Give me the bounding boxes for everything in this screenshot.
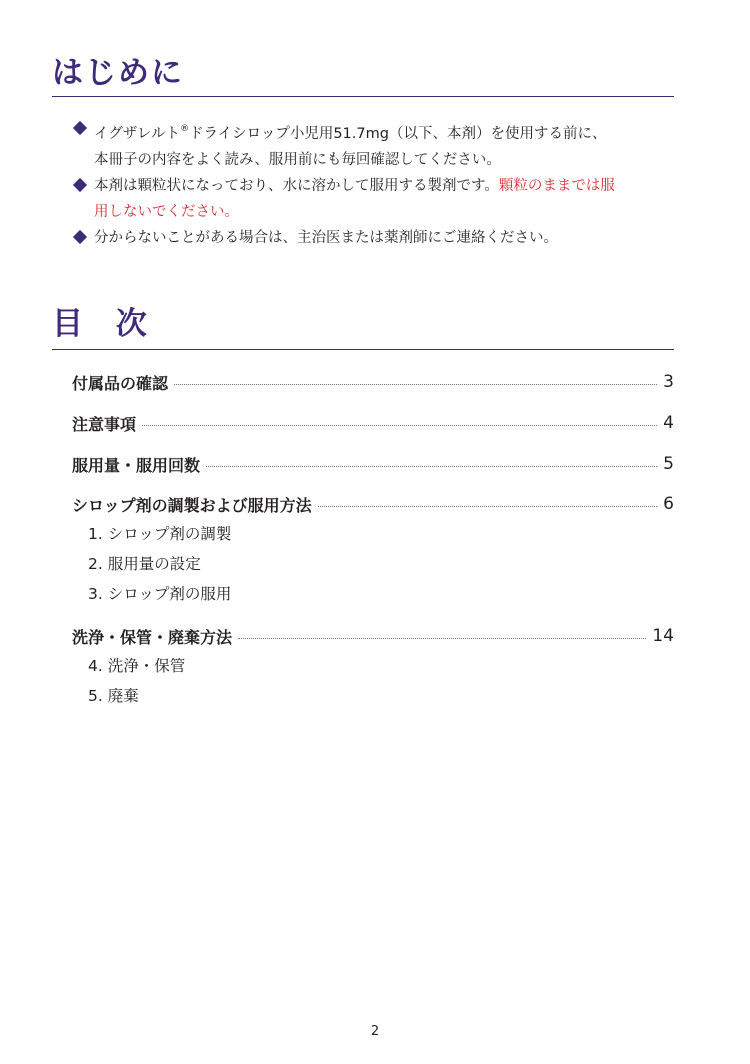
toc-entry-label: 洗浄・保管・廃棄方法 (72, 627, 233, 647)
intro-heading: はじめに (52, 55, 184, 91)
dot-leader (206, 466, 657, 467)
registered-mark: ® (180, 124, 190, 134)
intro-item (72, 173, 682, 225)
toc-entry-syrup-preparation[interactable] (72, 490, 674, 518)
diamond-bullet-icon (73, 121, 87, 135)
toc-subentry[interactable]: 4. 洗浄・保管 (88, 657, 186, 675)
toc-page-number: 14 (652, 626, 674, 646)
intro-list (72, 116, 682, 251)
toc-entry-precautions[interactable] (72, 409, 674, 437)
page-number: 2 (370, 1024, 380, 1039)
toc-entry-accessories[interactable] (72, 368, 674, 396)
toc-entry-cleaning-storage[interactable] (72, 622, 674, 650)
toc-subentry[interactable]: 1. シロップ剤の調製 (88, 525, 232, 543)
intro-item-line (94, 173, 682, 199)
intro-divider (52, 96, 674, 97)
toc-heading: 目 次 (52, 306, 149, 342)
diamond-bullet-icon (73, 178, 87, 192)
intro-item (72, 116, 682, 173)
intro-item-text: ドライシロップ小児用51.7mg（以下、本剤）を使用する前に、 (189, 126, 607, 142)
toc-page-number: 4 (663, 413, 674, 433)
intro-item-line: 本冊子の内容をよく読み、服用前にも毎回確認してください。 (94, 152, 501, 168)
warning-text: 用しないでください。 (94, 204, 239, 220)
diamond-bullet-icon (73, 230, 87, 244)
toc-page-number: 6 (663, 494, 674, 514)
toc-subentry[interactable]: 3. シロップ剤の服用 (88, 585, 232, 603)
toc-entry-label: 付属品の確認 (72, 373, 169, 393)
toc-subentry[interactable]: 2. 服用量の設定 (88, 555, 201, 573)
toc-entry-label: 注意事項 (72, 414, 137, 434)
toc-entry-label: シロップ剤の調製および服用方法 (72, 495, 312, 515)
intro-item-line: 分からないことがある場合は、主治医または薬剤師にご連絡ください。 (94, 230, 558, 246)
intro-item-text: 本剤は顆粒状になっており、水に溶かして服用する製剤です。 (94, 178, 499, 194)
intro-item-line (94, 116, 682, 147)
warning-text: 顆粒のままでは服 (498, 178, 615, 194)
dot-leader (142, 425, 657, 426)
toc-entry-label: 服用量・服用回数 (72, 455, 201, 475)
toc-page-number: 5 (663, 454, 674, 474)
dot-leader (238, 638, 646, 639)
toc-subentry[interactable]: 5. 廃棄 (88, 687, 139, 705)
intro-item (72, 225, 682, 251)
product-name: イグザレルト (94, 126, 181, 142)
toc-page-number: 3 (663, 372, 674, 392)
dot-leader (174, 384, 657, 385)
toc-entry-dosage[interactable] (72, 450, 674, 478)
toc-divider (52, 349, 674, 350)
dot-leader (318, 506, 657, 507)
